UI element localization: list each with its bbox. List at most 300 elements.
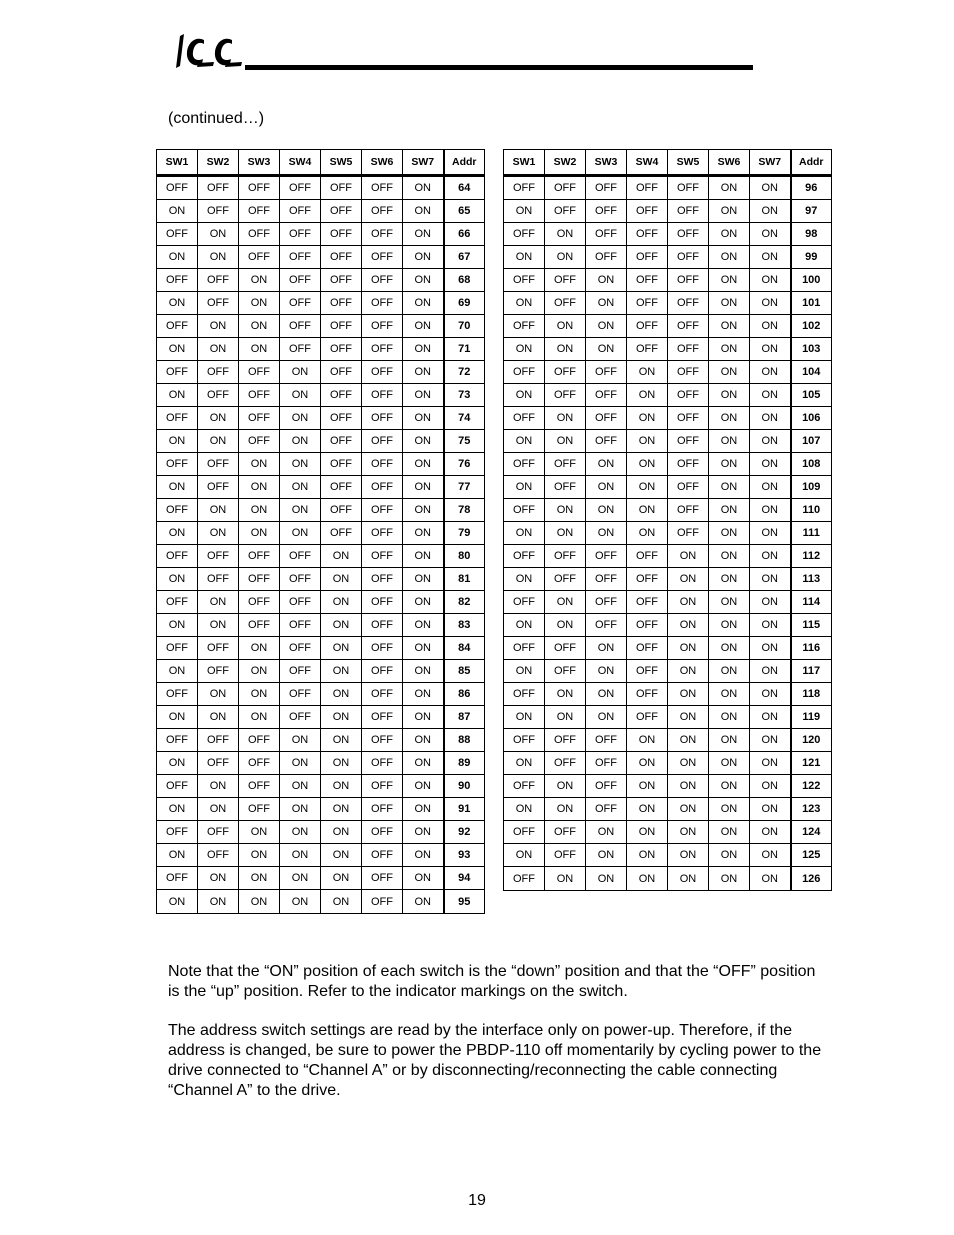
switch-cell: OFF bbox=[586, 568, 627, 591]
switch-cell: OFF bbox=[545, 637, 586, 660]
switch-cell: OFF bbox=[321, 407, 362, 430]
switch-cell: OFF bbox=[668, 269, 709, 292]
table-row bbox=[504, 246, 832, 269]
table-row bbox=[504, 338, 832, 361]
switch-cell: ON bbox=[709, 522, 750, 545]
switch-cell: ON bbox=[668, 844, 709, 867]
switch-cell: ON bbox=[586, 499, 627, 522]
switch-cell: OFF bbox=[157, 499, 198, 522]
column-header-sw3: SW3 bbox=[239, 150, 280, 176]
address-cell: 106 bbox=[791, 407, 832, 430]
switch-cell: ON bbox=[586, 821, 627, 844]
address-cell: 75 bbox=[444, 430, 485, 453]
address-cell: 124 bbox=[791, 821, 832, 844]
address-cell: 101 bbox=[791, 292, 832, 315]
switch-cell: ON bbox=[709, 591, 750, 614]
switch-cell: OFF bbox=[627, 269, 668, 292]
switch-cell: ON bbox=[157, 568, 198, 591]
address-cell: 118 bbox=[791, 683, 832, 706]
table-row bbox=[504, 453, 832, 476]
switch-cell: OFF bbox=[668, 499, 709, 522]
switch-cell: ON bbox=[750, 660, 791, 683]
switch-cell: ON bbox=[321, 798, 362, 821]
switch-cell: ON bbox=[709, 844, 750, 867]
switch-cell: OFF bbox=[504, 269, 545, 292]
table-row bbox=[504, 591, 832, 614]
column-header-sw3: SW3 bbox=[586, 150, 627, 176]
switch-cell: ON bbox=[403, 821, 444, 844]
switch-cell: ON bbox=[403, 729, 444, 752]
address-cell: 71 bbox=[444, 338, 485, 361]
switch-cell: OFF bbox=[545, 384, 586, 407]
switch-cell: ON bbox=[668, 591, 709, 614]
switch-cell: OFF bbox=[504, 361, 545, 384]
switch-cell: OFF bbox=[239, 545, 280, 568]
address-cell: 85 bbox=[444, 660, 485, 683]
switch-cell: ON bbox=[321, 752, 362, 775]
address-cell: 100 bbox=[791, 269, 832, 292]
switch-cell: ON bbox=[709, 407, 750, 430]
switch-cell: OFF bbox=[545, 361, 586, 384]
address-cell: 64 bbox=[444, 176, 485, 200]
address-cell: 117 bbox=[791, 660, 832, 683]
switch-cell: ON bbox=[750, 729, 791, 752]
switch-cell: OFF bbox=[239, 200, 280, 223]
switch-cell: ON bbox=[668, 821, 709, 844]
switch-cell: OFF bbox=[321, 361, 362, 384]
switch-cell: ON bbox=[545, 246, 586, 269]
switch-cell: ON bbox=[403, 660, 444, 683]
switch-cell: ON bbox=[750, 637, 791, 660]
switch-cell: OFF bbox=[362, 706, 403, 729]
switch-cell: ON bbox=[709, 821, 750, 844]
switch-cell: ON bbox=[157, 384, 198, 407]
switch-cell: ON bbox=[709, 867, 750, 891]
switch-cell: ON bbox=[403, 453, 444, 476]
switch-cell: ON bbox=[709, 729, 750, 752]
switch-cell: ON bbox=[668, 683, 709, 706]
switch-cell: ON bbox=[157, 890, 198, 914]
table-row bbox=[504, 361, 832, 384]
switch-cell: ON bbox=[627, 522, 668, 545]
switch-cell: OFF bbox=[362, 407, 403, 430]
switch-cell: ON bbox=[586, 637, 627, 660]
switch-cell: ON bbox=[627, 798, 668, 821]
switch-cell: ON bbox=[750, 499, 791, 522]
switch-cell: ON bbox=[627, 775, 668, 798]
table-row bbox=[504, 729, 832, 752]
switch-cell: OFF bbox=[586, 430, 627, 453]
column-header-sw2: SW2 bbox=[545, 150, 586, 176]
switch-cell: OFF bbox=[280, 591, 321, 614]
switch-cell: ON bbox=[157, 614, 198, 637]
switch-cell: OFF bbox=[321, 522, 362, 545]
switch-cell: OFF bbox=[586, 798, 627, 821]
switch-cell: ON bbox=[750, 384, 791, 407]
address-cell: 105 bbox=[791, 384, 832, 407]
switch-cell: OFF bbox=[198, 545, 239, 568]
switch-cell: ON bbox=[198, 246, 239, 269]
switch-cell: OFF bbox=[198, 361, 239, 384]
switch-cell: ON bbox=[709, 752, 750, 775]
switch-cell: ON bbox=[504, 706, 545, 729]
table-row bbox=[157, 614, 485, 637]
table-row bbox=[157, 798, 485, 821]
switch-cell: OFF bbox=[668, 338, 709, 361]
switch-cell: ON bbox=[280, 775, 321, 798]
column-header-sw7: SW7 bbox=[750, 150, 791, 176]
switch-cell: ON bbox=[280, 752, 321, 775]
switch-cell: ON bbox=[709, 384, 750, 407]
switch-cell: ON bbox=[750, 706, 791, 729]
switch-cell: ON bbox=[750, 545, 791, 568]
switch-cell: OFF bbox=[157, 683, 198, 706]
switch-cell: ON bbox=[545, 591, 586, 614]
switch-cell: OFF bbox=[545, 292, 586, 315]
switch-cell: OFF bbox=[668, 176, 709, 200]
address-cell: 102 bbox=[791, 315, 832, 338]
column-header-sw5: SW5 bbox=[668, 150, 709, 176]
switch-cell: OFF bbox=[627, 338, 668, 361]
address-cell: 112 bbox=[791, 545, 832, 568]
switch-cell: ON bbox=[239, 499, 280, 522]
table-row bbox=[157, 200, 485, 223]
address-cell: 76 bbox=[444, 453, 485, 476]
switch-cell: ON bbox=[403, 522, 444, 545]
switch-cell: ON bbox=[709, 453, 750, 476]
switch-cell: ON bbox=[280, 384, 321, 407]
switch-cell: ON bbox=[239, 660, 280, 683]
switch-cell: ON bbox=[627, 752, 668, 775]
switch-cell: ON bbox=[198, 591, 239, 614]
switch-cell: ON bbox=[403, 246, 444, 269]
switch-cell: ON bbox=[239, 522, 280, 545]
switch-cell: ON bbox=[157, 798, 198, 821]
switch-cell: ON bbox=[504, 614, 545, 637]
switch-cell: OFF bbox=[668, 246, 709, 269]
switch-cell: OFF bbox=[157, 176, 198, 200]
switch-cell: OFF bbox=[362, 315, 403, 338]
table-row bbox=[504, 292, 832, 315]
switch-cell: ON bbox=[504, 522, 545, 545]
switch-cell: OFF bbox=[280, 660, 321, 683]
address-cell: 65 bbox=[444, 200, 485, 223]
switch-cell: ON bbox=[280, 798, 321, 821]
address-cell: 79 bbox=[444, 522, 485, 545]
switch-cell: OFF bbox=[239, 223, 280, 246]
address-cell: 80 bbox=[444, 545, 485, 568]
address-cell: 126 bbox=[791, 867, 832, 891]
address-cell: 77 bbox=[444, 476, 485, 499]
switch-cell: OFF bbox=[280, 545, 321, 568]
switch-cell: OFF bbox=[586, 223, 627, 246]
table-row bbox=[157, 752, 485, 775]
switch-cell: ON bbox=[709, 706, 750, 729]
switch-cell: ON bbox=[586, 522, 627, 545]
switch-cell: OFF bbox=[545, 476, 586, 499]
switch-cell: OFF bbox=[157, 269, 198, 292]
switch-cell: ON bbox=[321, 545, 362, 568]
switch-cell: OFF bbox=[239, 176, 280, 200]
switch-cell: OFF bbox=[321, 292, 362, 315]
switch-cell: OFF bbox=[545, 200, 586, 223]
switch-cell: ON bbox=[709, 683, 750, 706]
table-row bbox=[157, 499, 485, 522]
switch-cell: OFF bbox=[362, 568, 403, 591]
address-cell: 115 bbox=[791, 614, 832, 637]
switch-cell: OFF bbox=[198, 269, 239, 292]
switch-cell: ON bbox=[321, 568, 362, 591]
switch-cell: ON bbox=[198, 499, 239, 522]
switch-cell: ON bbox=[627, 361, 668, 384]
switch-cell: OFF bbox=[362, 729, 403, 752]
switch-cell: OFF bbox=[586, 591, 627, 614]
switch-cell: OFF bbox=[586, 246, 627, 269]
switch-cell: ON bbox=[239, 821, 280, 844]
switch-cell: ON bbox=[403, 499, 444, 522]
switch-cell: OFF bbox=[157, 407, 198, 430]
switch-cell: OFF bbox=[627, 568, 668, 591]
switch-cell: ON bbox=[198, 223, 239, 246]
switch-cell: ON bbox=[403, 315, 444, 338]
switch-cell: ON bbox=[280, 890, 321, 914]
switch-cell: ON bbox=[545, 683, 586, 706]
switch-cell: ON bbox=[504, 384, 545, 407]
switch-cell: OFF bbox=[627, 660, 668, 683]
switch-cell: OFF bbox=[627, 637, 668, 660]
switch-cell: OFF bbox=[504, 637, 545, 660]
switch-cell: ON bbox=[627, 499, 668, 522]
switch-cell: OFF bbox=[504, 453, 545, 476]
switch-cell: ON bbox=[709, 476, 750, 499]
switch-cell: OFF bbox=[321, 384, 362, 407]
address-cell: 83 bbox=[444, 614, 485, 637]
switch-cell: OFF bbox=[362, 384, 403, 407]
column-header-sw6: SW6 bbox=[709, 150, 750, 176]
switch-cell: OFF bbox=[586, 361, 627, 384]
switch-cell: OFF bbox=[157, 775, 198, 798]
table-row bbox=[504, 499, 832, 522]
switch-cell: ON bbox=[709, 292, 750, 315]
switch-cell: ON bbox=[627, 729, 668, 752]
switch-cell: ON bbox=[198, 867, 239, 890]
company-logo bbox=[174, 30, 244, 72]
switch-cell: ON bbox=[157, 844, 198, 867]
switch-cell: OFF bbox=[239, 407, 280, 430]
switch-cell: OFF bbox=[239, 775, 280, 798]
switch-cell: ON bbox=[709, 200, 750, 223]
switch-cell: ON bbox=[627, 407, 668, 430]
switch-cell: ON bbox=[750, 522, 791, 545]
switch-cell: OFF bbox=[627, 706, 668, 729]
switch-cell: ON bbox=[198, 798, 239, 821]
switch-cell: ON bbox=[280, 729, 321, 752]
switch-cell: ON bbox=[750, 315, 791, 338]
address-cell: 87 bbox=[444, 706, 485, 729]
switch-cell: OFF bbox=[668, 292, 709, 315]
address-cell: 107 bbox=[791, 430, 832, 453]
switch-cell: OFF bbox=[586, 752, 627, 775]
switch-cell: ON bbox=[403, 752, 444, 775]
page-number: 19 bbox=[468, 1192, 486, 1209]
switch-cell: OFF bbox=[504, 591, 545, 614]
switch-cell: ON bbox=[157, 706, 198, 729]
table-row bbox=[504, 614, 832, 637]
switch-cell: ON bbox=[504, 798, 545, 821]
switch-cell: OFF bbox=[668, 407, 709, 430]
switch-cell: ON bbox=[157, 246, 198, 269]
switch-cell: ON bbox=[709, 269, 750, 292]
switch-cell: ON bbox=[239, 292, 280, 315]
switch-cell: ON bbox=[321, 660, 362, 683]
address-cell: 66 bbox=[444, 223, 485, 246]
switch-cell: OFF bbox=[362, 522, 403, 545]
table-row bbox=[157, 430, 485, 453]
switch-cell: OFF bbox=[239, 246, 280, 269]
switch-cell: ON bbox=[750, 453, 791, 476]
switch-cell: OFF bbox=[627, 315, 668, 338]
switch-cell: ON bbox=[545, 706, 586, 729]
switch-cell: OFF bbox=[280, 292, 321, 315]
switch-cell: ON bbox=[709, 499, 750, 522]
switch-cell: ON bbox=[545, 522, 586, 545]
switch-cell: ON bbox=[709, 338, 750, 361]
table-row bbox=[157, 476, 485, 499]
address-cell: 86 bbox=[444, 683, 485, 706]
switch-cell: ON bbox=[403, 292, 444, 315]
switch-cell: ON bbox=[198, 706, 239, 729]
address-cell: 97 bbox=[791, 200, 832, 223]
switch-cell: OFF bbox=[198, 568, 239, 591]
switch-cell: ON bbox=[709, 660, 750, 683]
table-header-row bbox=[504, 150, 832, 176]
table-row bbox=[157, 453, 485, 476]
address-cell: 89 bbox=[444, 752, 485, 775]
address-cell: 72 bbox=[444, 361, 485, 384]
switch-cell: OFF bbox=[362, 338, 403, 361]
switch-cell: ON bbox=[750, 683, 791, 706]
switch-cell: OFF bbox=[586, 176, 627, 200]
switch-cell: OFF bbox=[321, 200, 362, 223]
switch-cell: ON bbox=[545, 798, 586, 821]
switch-cell: ON bbox=[157, 660, 198, 683]
switch-cell: ON bbox=[280, 476, 321, 499]
switch-cell: OFF bbox=[362, 637, 403, 660]
column-header-sw1: SW1 bbox=[157, 150, 198, 176]
switch-cell: OFF bbox=[627, 246, 668, 269]
switch-cell: OFF bbox=[321, 499, 362, 522]
switch-cell: OFF bbox=[280, 176, 321, 200]
switch-cell: OFF bbox=[239, 384, 280, 407]
switch-cell: ON bbox=[709, 246, 750, 269]
switch-cell: OFF bbox=[362, 798, 403, 821]
switch-cell: OFF bbox=[668, 200, 709, 223]
column-header-sw1: SW1 bbox=[504, 150, 545, 176]
address-cell: 120 bbox=[791, 729, 832, 752]
switch-cell: ON bbox=[750, 568, 791, 591]
address-cell: 95 bbox=[444, 890, 485, 914]
table-row bbox=[504, 269, 832, 292]
switch-cell: ON bbox=[157, 752, 198, 775]
switch-cell: ON bbox=[239, 315, 280, 338]
switch-cell: ON bbox=[750, 269, 791, 292]
switch-cell: OFF bbox=[504, 775, 545, 798]
switch-cell: OFF bbox=[157, 821, 198, 844]
switch-cell: ON bbox=[668, 568, 709, 591]
switch-cell: ON bbox=[157, 200, 198, 223]
switch-cell: OFF bbox=[321, 223, 362, 246]
switch-cell: OFF bbox=[362, 591, 403, 614]
switch-cell: OFF bbox=[157, 453, 198, 476]
table-row bbox=[504, 476, 832, 499]
switch-cell: OFF bbox=[198, 476, 239, 499]
switch-cell: ON bbox=[750, 614, 791, 637]
column-header-sw7: SW7 bbox=[403, 150, 444, 176]
switch-cell: ON bbox=[403, 775, 444, 798]
switch-cell: ON bbox=[157, 430, 198, 453]
continued-label: (continued…) bbox=[168, 110, 265, 127]
column-header-sw2: SW2 bbox=[198, 150, 239, 176]
switch-cell: ON bbox=[403, 637, 444, 660]
switch-cell: OFF bbox=[321, 269, 362, 292]
address-cell: 82 bbox=[444, 591, 485, 614]
switch-cell: OFF bbox=[362, 200, 403, 223]
switch-cell: ON bbox=[321, 683, 362, 706]
switch-cell: ON bbox=[709, 614, 750, 637]
switch-cell: ON bbox=[709, 430, 750, 453]
switch-cell: ON bbox=[668, 775, 709, 798]
switch-cell: ON bbox=[750, 798, 791, 821]
switch-cell: ON bbox=[239, 269, 280, 292]
switch-cell: ON bbox=[403, 867, 444, 890]
switch-cell: ON bbox=[198, 775, 239, 798]
address-table-right bbox=[503, 149, 832, 891]
switch-cell: OFF bbox=[545, 844, 586, 867]
switch-cell: ON bbox=[403, 176, 444, 200]
switch-cell: OFF bbox=[362, 614, 403, 637]
switch-cell: ON bbox=[403, 545, 444, 568]
switch-cell: ON bbox=[157, 476, 198, 499]
switch-cell: OFF bbox=[362, 269, 403, 292]
switch-cell: ON bbox=[280, 361, 321, 384]
switch-cell: ON bbox=[750, 430, 791, 453]
address-cell: 125 bbox=[791, 844, 832, 867]
switch-cell: OFF bbox=[362, 890, 403, 914]
switch-cell: ON bbox=[504, 246, 545, 269]
table-row bbox=[157, 706, 485, 729]
switch-cell: OFF bbox=[627, 200, 668, 223]
switch-cell: ON bbox=[403, 361, 444, 384]
switch-cell: ON bbox=[198, 683, 239, 706]
icc-logo-icon bbox=[174, 30, 244, 72]
switch-cell: ON bbox=[627, 867, 668, 891]
column-header-sw6: SW6 bbox=[362, 150, 403, 176]
table-row bbox=[157, 844, 485, 867]
switch-cell: ON bbox=[504, 660, 545, 683]
switch-cell: ON bbox=[504, 430, 545, 453]
table-row bbox=[157, 867, 485, 890]
switch-cell: OFF bbox=[504, 867, 545, 891]
table-row bbox=[504, 637, 832, 660]
table-row bbox=[504, 407, 832, 430]
switch-cell: ON bbox=[668, 798, 709, 821]
switch-cell: OFF bbox=[545, 269, 586, 292]
header-rule bbox=[245, 65, 753, 70]
switch-cell: OFF bbox=[586, 200, 627, 223]
address-cell: 78 bbox=[444, 499, 485, 522]
switch-cell: ON bbox=[709, 798, 750, 821]
switch-cell: OFF bbox=[157, 315, 198, 338]
